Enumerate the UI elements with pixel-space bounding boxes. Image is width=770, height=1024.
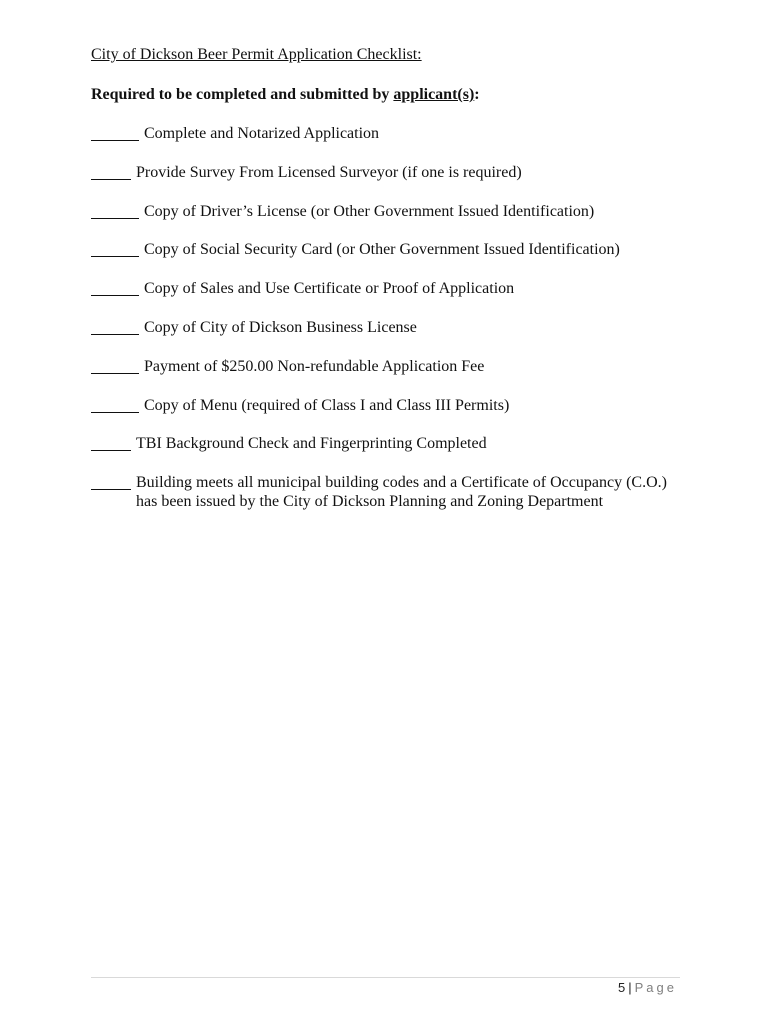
checklist-item-text: Payment of $250.00 Non-refundable Application Fee — [144, 357, 485, 375]
checkbox-blank-line[interactable] — [91, 357, 139, 376]
checkbox-blank-line[interactable] — [91, 279, 139, 298]
checklist-item-text: Copy of Sales and Use Certificate or Proof of Application — [144, 280, 515, 298]
checklist-item — [91, 473, 691, 511]
page-number: 5 — [618, 980, 626, 995]
checkbox-blank-line[interactable] — [91, 318, 139, 337]
checkbox-blank-line[interactable] — [91, 434, 131, 453]
checkbox-blank-line[interactable] — [91, 202, 139, 221]
footer-separator: | — [628, 980, 632, 995]
checklist-item-text: Provide Survey From Licensed Surveyor (if one is required) — [136, 163, 522, 181]
checklist-item-text: TBI Background Check and Fingerprinting Completed — [136, 435, 487, 453]
checklist-item — [91, 318, 691, 337]
checkbox-blank-line[interactable] — [91, 240, 139, 259]
checklist-item — [91, 434, 691, 453]
section-heading-text: Required to be completed and submitted by — [91, 86, 394, 103]
checkbox-blank-line[interactable] — [91, 124, 139, 143]
checkbox-blank-line[interactable] — [91, 396, 139, 415]
checklist-item — [91, 163, 691, 182]
checklist-item — [91, 240, 691, 259]
page-title: City of Dickson Beer Permit Application Checklist: — [91, 46, 422, 63]
section-heading — [91, 86, 480, 104]
checkbox-blank-line[interactable] — [91, 473, 131, 492]
checklist-item — [91, 357, 691, 376]
checklist-item-text: Copy of Social Security Card (or Other Government Issued Identification) — [144, 241, 620, 259]
checklist — [91, 124, 691, 531]
checklist-item — [91, 279, 691, 298]
checklist-item-text: Copy of City of Dickson Business License — [144, 318, 417, 336]
section-heading-colon: : — [474, 86, 480, 103]
checklist-item-text: Copy of Driver’s License (or Other Government Issued Identification) — [144, 202, 595, 220]
checklist-item-text: Building meets all municipal building codes and a Certificate of Occupancy (C.O.) has been issued by the City of Dickson Planning and Zoning Department — [136, 474, 667, 511]
page-footer — [618, 980, 677, 995]
checklist-item — [91, 396, 691, 415]
footer-divider — [91, 977, 680, 978]
checklist-item-text: Complete and Notarized Application — [144, 125, 380, 142]
checklist-item — [91, 202, 691, 221]
checklist-item — [91, 124, 691, 143]
checklist-item-text: Copy of Menu (required of Class I and Class III Permits) — [144, 396, 510, 414]
page-label: Page — [634, 980, 677, 995]
section-heading-underlined: applicant(s) — [393, 86, 475, 103]
checkbox-blank-line[interactable] — [91, 163, 131, 182]
